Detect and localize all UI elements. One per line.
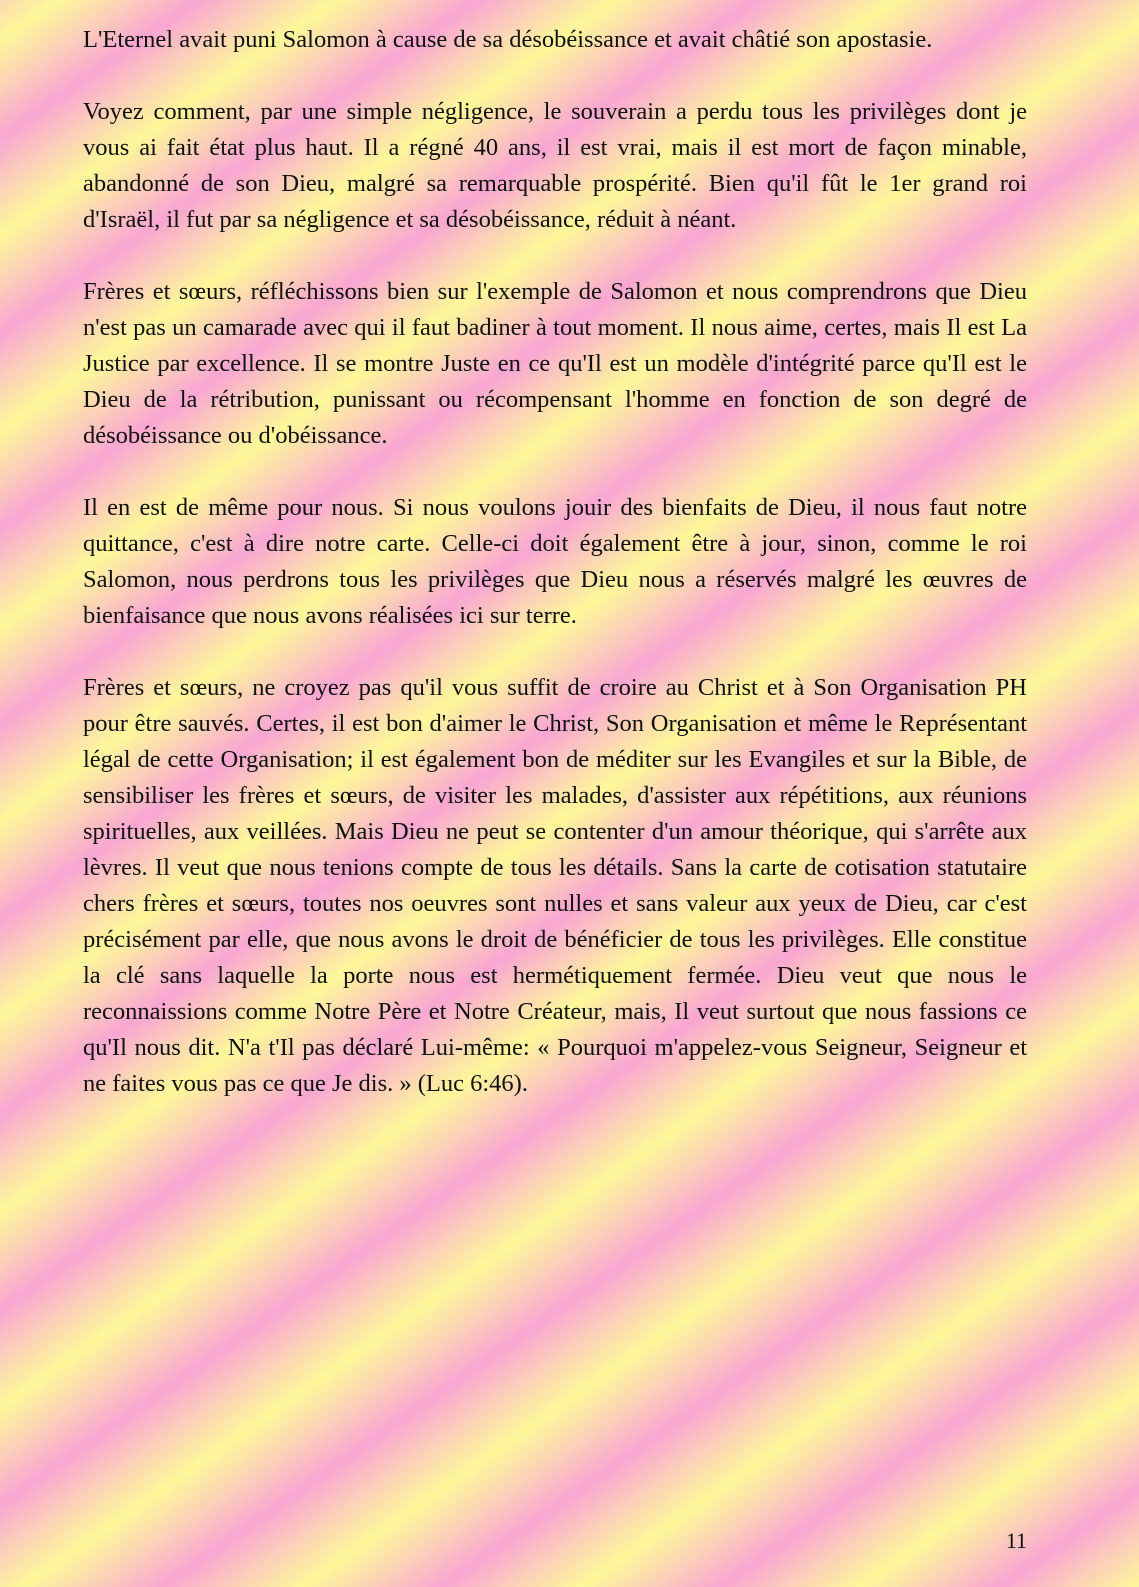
page-number: 11 xyxy=(1005,1528,1027,1553)
document-page xyxy=(83,22,1027,1138)
paragraph-5: Frères et sœurs, ne croyez pas qu'il vous suffit de croire au Christ et à Son Organisation PH pour être sauvés. Certes, il est bon d'aimer le Christ, Son Organisation et même le Représentant légal de cette Organisation; il est également bon de méditer sur les Evangiles et sur la Bible, de sensibiliser les frères et sœurs, de visiter les malades, d'assister aux répétitions, aux réunions spirituelles, aux veillées. Mais Dieu ne peut se contenter d'un amour théorique, qui s'arrête aux lèvres. Il veut que nous tenions compte de tous les détails. Sans la carte de cotisation statutaire chers frères et sœurs, toutes nos oeuvres sont nulles et sans valeur aux yeux de Dieu, car c'est précisément par elle, que nous avons le droit de bénéficier de tous les privilèges. Elle constitue la clé sans laquelle la porte nous est hermétiquement fermée. Dieu veut que nous le reconnaissions comme Notre Père et Notre Créateur, mais, Il veut surtout que nous fassions ce qu'Il nous dit. N'a t'Il pas déclaré Lui-même: « Pourquoi m'appelez-vous Seigneur, Seigneur et ne faites vous pas ce que Je dis. » (Luc 6:46). xyxy=(83,674,1027,1097)
paragraph-4: Il en est de même pour nous. Si nous voulons jouir des bienfaits de Dieu, il nous faut notre quittance, c'est à dire notre carte. Celle-ci doit également être à jour, sinon, comme le roi Salomon, nous perdrons tous les privilèges que Dieu nous a réservés malgré les œuvres de bienfaisance que nous avons réalisées ici sur terre. xyxy=(83,494,1027,629)
paragraph-3: Frères et sœurs, réfléchissons bien sur l'exemple de Salomon et nous comprendrons que Dieu n'est pas un camarade avec qui il faut badiner à tout moment. Il nous aime, certes, mais Il est La Justice par excellence. Il se montre Juste en ce qu'Il est un modèle d'intégrité parce qu'Il est le Dieu de la rétribution, punissant ou récompensant l'homme en fonction de son degré de désobéissance ou d'obéissance. xyxy=(83,278,1027,449)
paragraph-2: Voyez comment, par une simple négligence, le souverain a perdu tous les privilèges dont je vous ai fait état plus haut. Il a régné 40 ans, il est vrai, mais il est mort de façon minable, abandonné de son Dieu, malgré sa remarquable prospérité. Bien qu'il fût le 1er grand roi d'Israël, il fut par sa négligence et sa désobéissance, réduit à néant. xyxy=(83,98,1027,233)
paragraph-1: L'Eternel avait puni Salomon à cause de sa désobéissance et avait châtié son apostasie. xyxy=(83,26,933,53)
